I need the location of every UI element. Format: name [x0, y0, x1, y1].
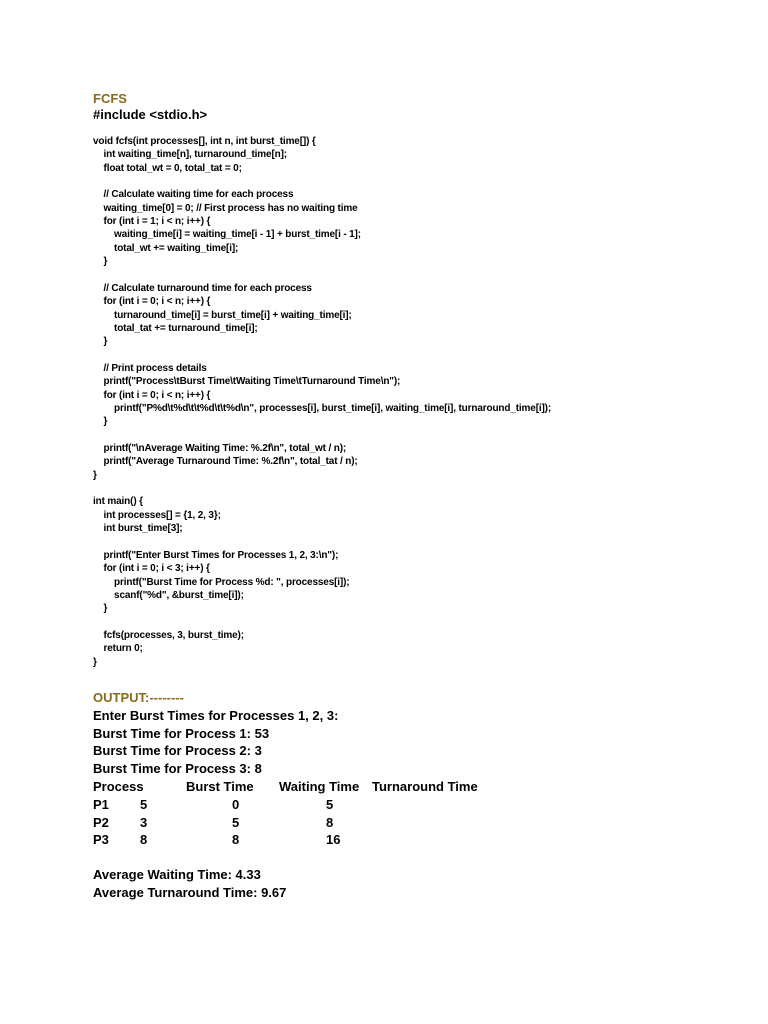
code-line: fcfs(processes, 3, burst_time);	[93, 629, 244, 641]
code-line: turnaround_time[i] = burst_time[i] + waiting_time[i];	[93, 309, 352, 321]
code-line: printf("Enter Burst Times for Processes 1, 2, 3:\n");	[93, 549, 339, 561]
table-header-cell: Burst Time	[186, 779, 254, 794]
code-line: }	[93, 603, 108, 615]
table-cell: 8	[232, 832, 240, 848]
output-line: Burst Time for Process 3: 8	[93, 761, 262, 777]
code-line: // Calculate turnaround time for each process	[93, 282, 312, 294]
output-line: Burst Time for Process 2: 3	[93, 743, 262, 759]
output-heading: OUTPUT:--------	[93, 690, 184, 705]
table-cell: P3	[93, 832, 109, 848]
output-line: Enter Burst Times for Processes 1, 2, 3:	[93, 708, 339, 723]
table-cell: 8	[140, 832, 148, 848]
table-cell: 0	[232, 797, 240, 812]
code-line: }	[93, 656, 97, 668]
code-line: // Print process details	[93, 362, 207, 374]
average-line: Average Turnaround Time: 9.67	[93, 885, 287, 900]
code-line: total_wt += waiting_time[i];	[93, 242, 239, 254]
table-header-cell: Waiting Time	[279, 779, 360, 794]
code-line: int main() {	[93, 496, 143, 508]
table-cell: 16	[326, 832, 341, 848]
table-header-cell: Turnaround Time	[372, 779, 478, 794]
table-header-cell: Process	[93, 779, 144, 794]
code-line: }	[93, 256, 108, 268]
output-line: Burst Time for Process 1: 53	[93, 725, 270, 741]
table-cell: 8	[326, 814, 334, 830]
fcfs-heading: FCFS	[93, 91, 127, 106]
code-line: }	[93, 336, 108, 348]
code-line: waiting_time[0] = 0; // First process has no waiting time	[93, 202, 358, 214]
code-line: return 0;	[93, 643, 143, 655]
code-line: int burst_time[3];	[93, 523, 183, 535]
table-cell: 5	[326, 797, 334, 812]
code-line: for (int i = 0; i < n; i++) {	[93, 389, 211, 401]
code-line: for (int i = 0; i < 3; i++) {	[93, 563, 210, 575]
code-line: void fcfs(int processes[], int n, int burst_time[]) {	[93, 136, 316, 147]
code-line: }	[93, 469, 97, 481]
code-line: scanf("%d", &burst_time[i]);	[93, 589, 244, 601]
code-line: printf("\nAverage Waiting Time: %.2f\n", total_wt / n);	[93, 443, 347, 455]
code-line: // Calculate waiting time for each process	[93, 189, 294, 201]
average-line: Average Waiting Time: 4.33	[93, 867, 261, 882]
code-line: printf("P%d\t%d\t\t%d\t\t%d\n", processes[i], burst_time[i], waiting_time[i], turnaround_time[i]);	[93, 403, 552, 414]
code-line: total_tat += turnaround_time[i];	[93, 322, 258, 334]
include-line: #include <stdio.h>	[93, 107, 208, 122]
code-line: }	[93, 416, 108, 428]
code-line: int processes[] = {1, 2, 3};	[93, 509, 221, 521]
table-cell: P2	[93, 814, 109, 830]
code-line: int waiting_time[n], turnaround_time[n];	[93, 149, 287, 161]
code-line: for (int i = 0; i < n; i++) {	[93, 296, 211, 308]
code-line: for (int i = 1; i < n; i++) {	[93, 216, 211, 228]
code-line: printf("Burst Time for Process %d: ", processes[i]);	[93, 576, 350, 588]
table-cell: 5	[140, 797, 148, 812]
code-line: printf("Average Turnaround Time: %.2f\n", total_tat / n);	[93, 456, 358, 468]
code-line: printf("Process\tBurst Time\tWaiting Time\tTurnaround Time\n");	[93, 376, 401, 388]
table-cell: P1	[93, 797, 109, 812]
table-cell: 3	[140, 814, 148, 830]
code-line: waiting_time[i] = waiting_time[i - 1] + burst_time[i - 1];	[93, 229, 361, 241]
code-line: float total_wt = 0, total_tat = 0;	[93, 162, 242, 174]
table-cell: 5	[232, 814, 240, 830]
